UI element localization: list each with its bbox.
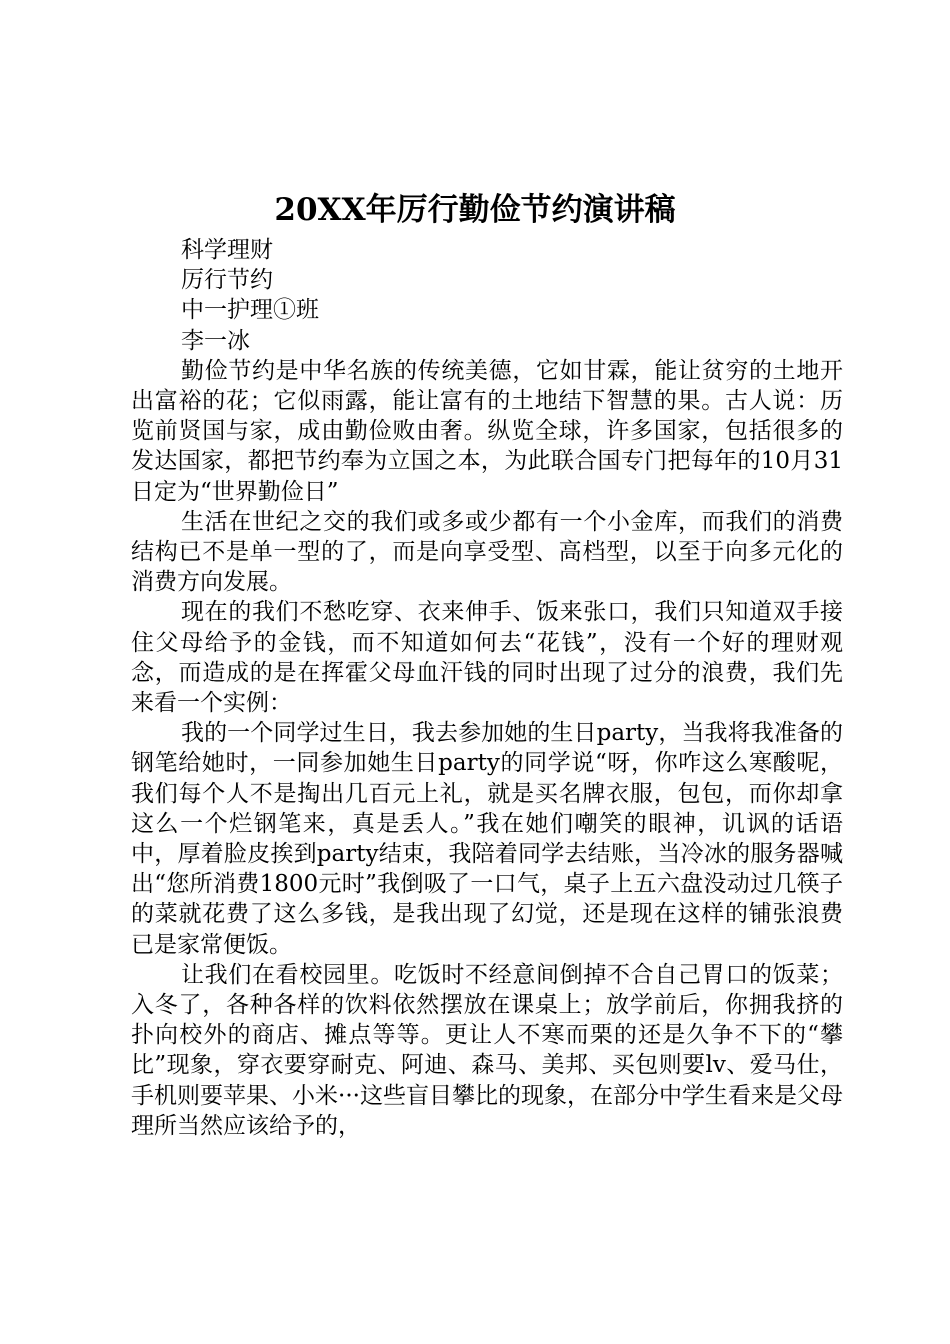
header-line-author: 李一冰 [181,327,250,354]
paragraph: 现在的我们不愁吃穿、衣来伸手、饭来张口，我们只知道双手接住父母给予的金钱，而不知道如何去“花钱”，没有一个好的理财观念，而造成的是在挥霍父母血汗钱的同时出现了过分的浪费，我们先来看一个实例： [131,599,843,717]
header-line-theme: 厉行节约 [181,267,273,294]
document-body [131,235,843,1141]
header-line-topic: 科学理财 [181,237,273,263]
header-line-class: 中一护理①班 [181,297,319,324]
document-title: 20XX年厉行勤俭节约演讲稿 [274,192,676,228]
paragraph: 勤俭节约是中华名族的传统美德，它如甘霖，能让贫穷的土地开出富裕的花；它似雨露，能让富有的土地结下智慧的果。古人说：历览前贤国与家，成由勤俭败由奢。纵览全球，许多国家，包括很多的发达国家，都把节约奉为立国之本，为此联合国专门把每年的10月31日定为“世界勤俭日” [131,357,843,505]
paragraph: 我的一个同学过生日，我去参加她的生日party，当我将我准备的钢笔给她时，一同参加她生日party的同学说“呀，你咋这么寒酸呢，我们每个人不是掏出几百元上礼，就是买名牌衣服，包包，而你却拿这么一个烂钢笔来，真是丢人。”我在她们嘲笑的眼神，讥讽的话语中，厚着脸皮挨到party结束，我陪着同学去结账，当冷冰的服务器喊出“您所消费1800元时”我倒吸了一口气，桌子上五六盘没动过几筷子的菜就花费了这么多钱，是我出现了幻觉，还是现在这样的铺张浪费已是家常便饭。 [131,720,843,958]
paragraph: 生活在世纪之交的我们或多或少都有一个小金库，而我们的消费结构已不是单一型的了，而是向享受型、高档型，以至于向多元化的消费方向发展。 [131,508,843,596]
paragraph: 让我们在看校园里。吃饭时不经意间倒掉不合自己胃口的饭菜；入冬了，各种各样的饮料依然摆放在课桌上；放学前后，你拥我挤的扑向校外的商店、摊点等等。更让人不寒而栗的还是久争不下的“攀比”现象，穿衣要穿耐克、阿迪、森马、美邦、买包则要lv、爱马仕，手机则要苹果、小米···这些盲目攀比的现象，在部分中学生看来是父母理所当然应该给予的， [131,961,843,1139]
